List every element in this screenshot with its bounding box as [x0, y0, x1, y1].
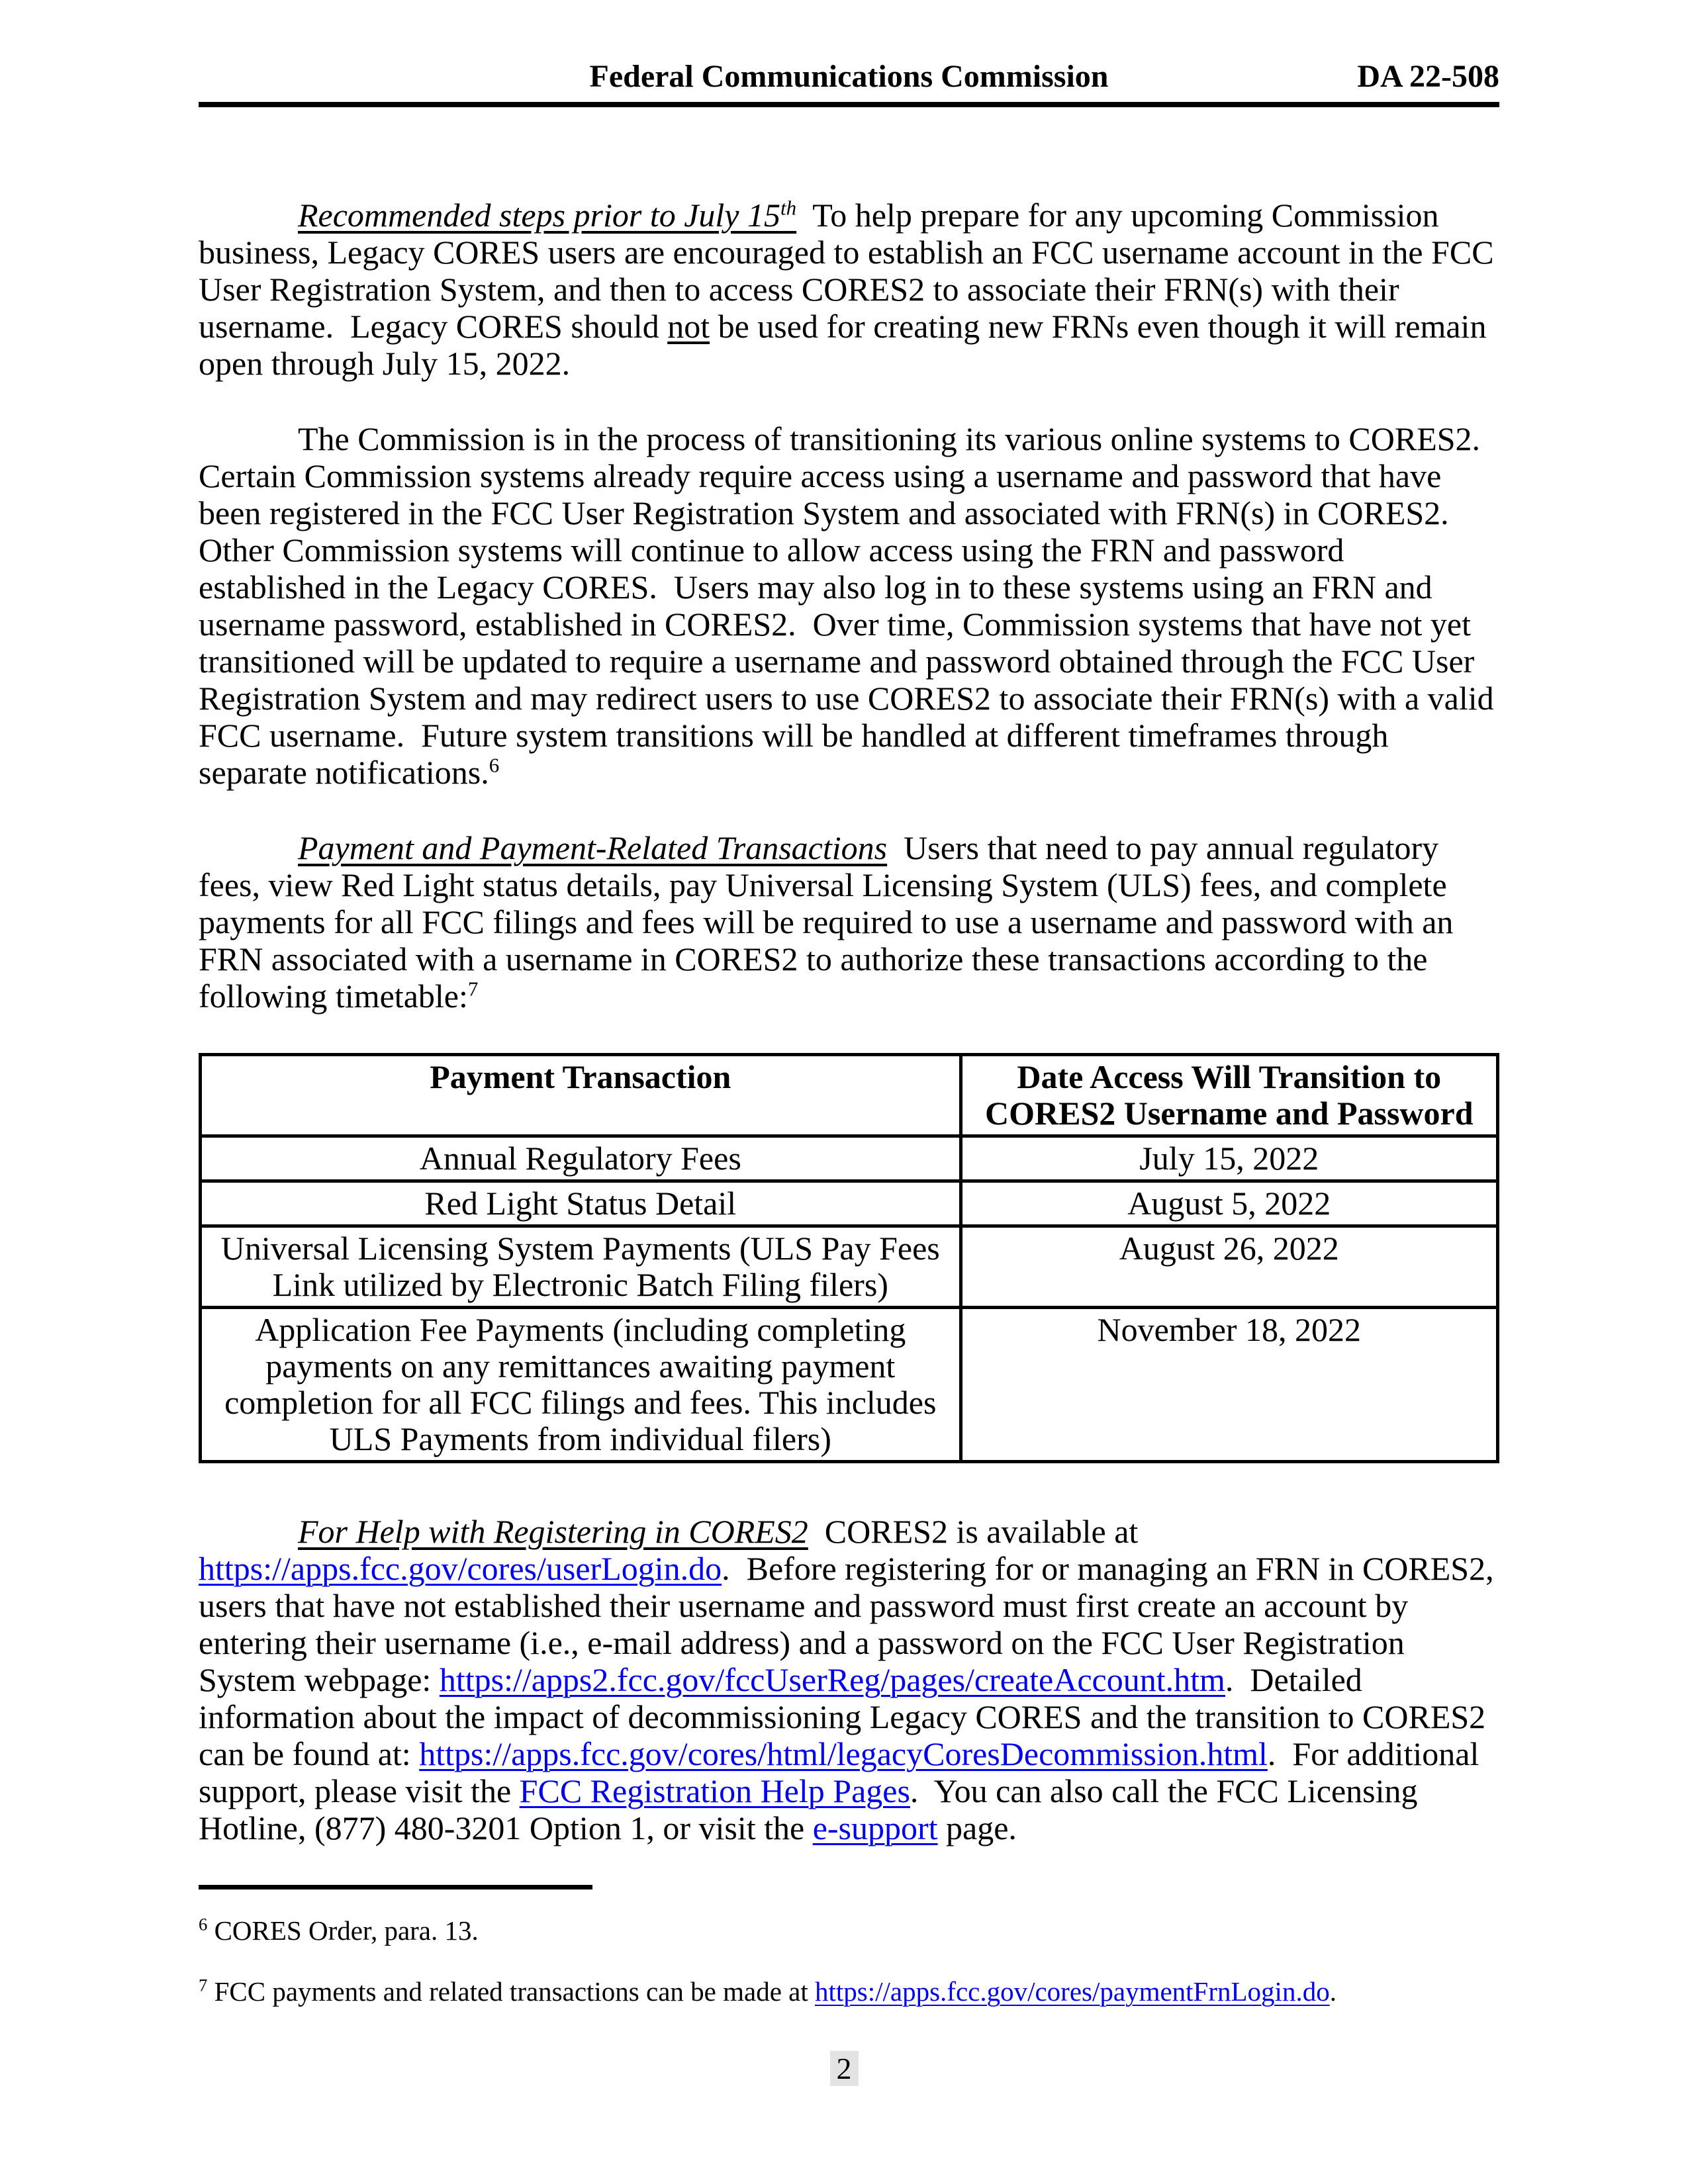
page-number: 2 [830, 2051, 859, 2086]
footnote-ref-7: 7 [467, 977, 479, 1001]
link-create-account[interactable]: https://apps2.fcc.gov/fccUserReg/pages/createAccount.htm [439, 1661, 1225, 1698]
footnote-number: 7 [199, 1975, 208, 1995]
paragraph-payment-transactions [199, 829, 1499, 1015]
page-footer [0, 2051, 1688, 2086]
paragraph-text: . Detailed information about the impact of decommissioning Legacy CORES and the transition to CORES2 can be found at: [199, 1661, 1494, 1772]
table-cell-date: August 5, 2022 [961, 1181, 1497, 1226]
paragraph-text: . For additional support, please visit the [199, 1735, 1487, 1809]
table-header-transition-date: Date Access Will Transition to CORES2 Username and Password [961, 1055, 1497, 1136]
paragraph-lead-help-registering: For Help with Registering in CORES2 [298, 1513, 808, 1550]
superscript-th: th [780, 196, 797, 220]
table-cell-transaction: Red Light Status Detail [201, 1181, 961, 1226]
lead-text: Recommended steps prior to July 15 [298, 197, 781, 234]
footnote-7 [199, 1976, 1499, 2007]
footnote-ref-6: 6 [489, 753, 500, 777]
paragraph-text: To help prepare for any upcoming Commission business, Legacy CORES users are encouraged to establish an FCC username account in the FCC User Registration System, and then to access CORES2 to associate their FRN(s) with their username. Legacy CORES should [199, 197, 1503, 345]
paragraph-text: . You can also call the FCC Licensing Hotline, (877) 480-3201 Option 1, or visit the [199, 1772, 1427, 1846]
paragraph-transition-overview [199, 420, 1503, 791]
paragraph-lead-payment-transactions: Payment and Payment-Related Transactions [298, 829, 888, 866]
header-title: Federal Communications Commission [589, 59, 1109, 94]
table-row [201, 1181, 1498, 1226]
header-doc-number: DA 22-508 [1357, 59, 1499, 94]
table-header-payment-transaction: Payment Transaction [201, 1055, 961, 1136]
table-cell-date: November 18, 2022 [961, 1308, 1497, 1462]
table-cell-date: August 26, 2022 [961, 1226, 1497, 1308]
table-cell-transaction: Annual Regulatory Fees [201, 1136, 961, 1181]
page-header [199, 58, 1499, 107]
paragraph-text: CORES2 is available at [808, 1513, 1147, 1550]
link-fcc-registration-help-pages[interactable]: FCC Registration Help Pages [519, 1772, 910, 1809]
footnote-number: 6 [199, 1914, 208, 1934]
link-cores-user-login[interactable]: https://apps.fcc.gov/cores/userLogin.do [199, 1550, 722, 1587]
paragraph-help-registering [199, 1513, 1503, 1846]
link-payment-frn-login[interactable]: https://apps.fcc.gov/cores/paymentFrnLogin.do [814, 1976, 1330, 2007]
footnote-text: CORES Order, para. 13. [207, 1915, 479, 1946]
paragraph-text: The Commission is in the process of transitioning its various online systems to CORES2. Certain Commission systems already require access using a username and password that have been registered in the FCC User Registration System and associated with FRN(s) in CORES2. Other Commission systems will continue to allow access using the FRN and password established in the Legacy CORES. Users may also log in to these systems using an FRN and username password, established in CORES2. Over time, Commission systems that have not yet transitioned will be updated to require a username and password obtained through the FCC User Registration System and may redirect users to use CORES2 to associate their FRN(s) with a valid FCC username. Future system transitions will be handled at different timeframes through separate notifications. [199, 420, 1503, 791]
link-e-support[interactable]: e-support [812, 1809, 938, 1846]
underlined-word-not: not [667, 308, 710, 345]
paragraph-text: . Before registering for or managing an FRN in CORES2, users that have not established their username and password must first create an account by entering their username (i.e., e-mail address) and a password on the FCC User Registration System webpage: [199, 1550, 1503, 1698]
footnote-separator [199, 1885, 592, 1889]
footnote-text: FCC payments and related transactions can be made at [207, 1976, 815, 2007]
table-row [201, 1308, 1498, 1462]
paragraph-text: page. [937, 1809, 1017, 1846]
paragraph-text: Users that need to pay annual regulatory fees, view Red Light status details, pay Universal Licensing System (ULS) fees, and complete payments for all FCC filings and fees will be required to use a username and password with an FRN associated with a username in CORES2 to authorize these transactions according to the following timetable: [199, 829, 1462, 1015]
table-cell-transaction: Universal Licensing System Payments (ULS Pay Fees Link utilized by Electronic Batch Filing filers) [201, 1226, 961, 1308]
transition-schedule-table [199, 1053, 1499, 1463]
table-row [201, 1136, 1498, 1181]
table-cell-date: July 15, 2022 [961, 1136, 1497, 1181]
table-header-row [201, 1055, 1498, 1136]
paragraph-text: be used for creating new FRNs even though it will remain open through July 15, 2022. [199, 308, 1495, 382]
link-legacy-cores-decommission[interactable]: https://apps.fcc.gov/cores/html/legacyCoresDecommission.html [419, 1735, 1268, 1772]
table-cell-transaction: Application Fee Payments (including completing payments on any remittances awaiting payment completion for all FCC filings and fees. This includes ULS Payments from individual filers) [201, 1308, 961, 1462]
table-row [201, 1226, 1498, 1308]
footnote-6 [199, 1915, 1499, 1946]
paragraph-lead-recommended-steps [298, 197, 796, 234]
paragraph-recommended-steps [199, 196, 1503, 382]
footnote-text: . [1329, 1976, 1336, 2007]
